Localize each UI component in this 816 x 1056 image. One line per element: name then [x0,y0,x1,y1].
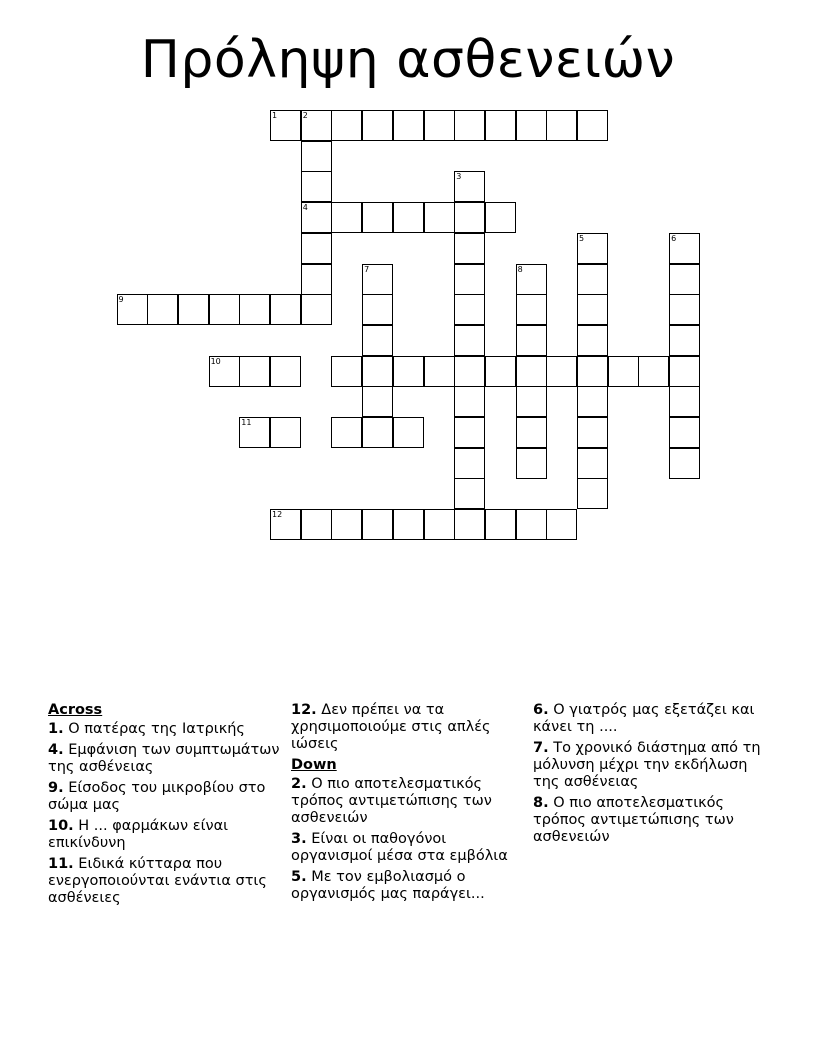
clue-text: Η ... φαρμάκων είναι επικίνδυνη [48,818,229,851]
clue-number: 2. [291,776,307,792]
grid-cell[interactable] [577,233,608,264]
grid-cell[interactable] [516,325,547,356]
clue-number-label: 8 [517,264,523,274]
across-heading: Across [48,702,103,718]
grid-cell[interactable] [454,264,485,295]
grid-cell[interactable] [669,356,700,387]
grid-cell[interactable] [147,294,178,325]
clue-text: Δεν πρέπει να τα χρησιμοποιούμε στις απλές ιώσεις [291,702,491,752]
clue-text: Με τον εμβολιασμό ο οργανισμός μας παράγει... [291,869,485,902]
grid-cell[interactable] [454,233,485,264]
grid-cell[interactable] [577,478,608,509]
grid-cell[interactable] [454,448,485,479]
grid-cell[interactable] [301,171,332,202]
clue-number: 1. [48,721,64,737]
clue-number: 3. [291,831,307,847]
clue-number: 7. [533,740,549,756]
clue-number-label: 11 [241,418,252,427]
grid-cell[interactable] [362,386,393,417]
clue-text: Ο πιο αποτελεσματικός τρόπος αντιμετώπισης των ασθενειών [533,795,734,845]
grid-cell[interactable] [362,294,393,325]
grid-cell[interactable] [209,294,240,325]
grid-cell[interactable] [362,325,393,356]
grid-cell[interactable] [362,417,393,448]
grid-cell[interactable] [546,110,577,141]
clues-column-2 [291,702,527,907]
grid-cell[interactable] [516,386,547,417]
grid-cell[interactable] [516,356,547,387]
grid-cell[interactable] [301,294,332,325]
grid-cell[interactable] [454,171,485,202]
clue-across-10 [48,818,284,852]
grid-cell[interactable] [331,202,362,233]
grid-cell[interactable] [516,509,547,540]
grid-cell[interactable] [454,110,485,141]
clue-down-6 [533,702,769,736]
grid-cell[interactable] [393,509,424,540]
grid-cell[interactable] [485,202,516,233]
grid-cell[interactable] [669,325,700,356]
grid-cell[interactable] [516,110,547,141]
clue-number: 4. [48,742,64,758]
grid-cell[interactable] [301,110,332,141]
grid-cell[interactable] [516,448,547,479]
grid-cell[interactable] [546,356,577,387]
grid-cell[interactable] [239,356,270,387]
clue-number: 11. [48,856,74,872]
clue-down-3 [291,831,527,865]
grid-cell[interactable] [669,264,700,295]
clue-across-12 [291,702,527,753]
clue-number-label: 3 [456,172,462,182]
clue-down-5 [291,869,527,903]
clue-text: Εμφάνιση των συμπτωμάτων της ασθένειας [48,742,280,775]
grid-cell[interactable] [577,448,608,479]
grid-cell[interactable] [577,325,608,356]
grid-cell[interactable] [454,294,485,325]
grid-cell[interactable] [301,509,332,540]
clue-text: Ο πατέρας της Ιατρικής [68,721,245,737]
grid-cell[interactable] [209,356,240,387]
grid-cell[interactable] [669,448,700,479]
grid-cell[interactable] [638,356,669,387]
grid-cell[interactable] [546,509,577,540]
grid-cell[interactable] [577,417,608,448]
grid-cell[interactable] [485,110,516,141]
clue-text: Ο πιο αποτελεσματικός τρόπος αντιμετώπισης των ασθενειών [291,776,492,826]
clue-across-11 [48,856,284,907]
grid-cell[interactable] [331,110,362,141]
clue-number-label: 7 [364,264,370,274]
grid-cell[interactable] [362,110,393,141]
grid-cell[interactable] [362,264,393,295]
grid-cell[interactable] [608,356,639,387]
grid-cell[interactable] [393,417,424,448]
clue-number: 5. [291,869,307,885]
clue-down-8 [533,795,769,846]
grid-cell[interactable] [485,356,516,387]
grid-cell[interactable] [577,110,608,141]
grid-cell[interactable] [117,294,148,325]
clue-number: 10. [48,818,74,834]
clue-number-label: 5 [579,233,585,243]
grid-cell[interactable] [424,356,455,387]
clue-number-label: 9 [118,295,124,305]
clues-column-1 [48,702,284,911]
grid-cell[interactable] [239,417,270,448]
grid-cell[interactable] [362,509,393,540]
clue-text: Το χρονικό διάστημα από τη μόλυνση μέχρι την εκδήλωση της ασθένειας [533,740,761,790]
grid-cell[interactable] [669,386,700,417]
clue-number-label: 12 [272,510,283,520]
clue-text: Ειδικά κύτταρα που ενεργοποιούνται ενάντια στις ασθένειες [48,856,267,906]
grid-cell[interactable] [331,509,362,540]
clue-down-7 [533,740,769,791]
grid-cell[interactable] [454,325,485,356]
clue-number: 9. [48,780,64,796]
clue-number-label: 6 [671,233,677,243]
grid-cell[interactable] [301,202,332,233]
grid-cell[interactable] [577,264,608,295]
clue-number: 12. [291,702,317,718]
grid-cell[interactable] [393,356,424,387]
grid-cell[interactable] [270,509,301,540]
grid-cell[interactable] [516,417,547,448]
grid-cell[interactable] [577,356,608,387]
clue-across-9 [48,780,284,814]
clue-number: 6. [533,702,549,718]
grid-cell[interactable] [454,386,485,417]
clue-across-1 [48,721,284,738]
clue-number-label: 10 [210,356,221,366]
clue-text: Είσοδος του μικροβίου στο σώμα μας [48,780,266,813]
grid-cell[interactable] [393,202,424,233]
grid-cell[interactable] [454,356,485,387]
grid-cell[interactable] [454,417,485,448]
grid-cell[interactable] [424,202,455,233]
grid-cell[interactable] [362,356,393,387]
grid-cell[interactable] [454,478,485,509]
grid-cell[interactable] [516,264,547,295]
grid-cell[interactable] [516,294,547,325]
grid-cell[interactable] [239,294,270,325]
grid-cell[interactable] [485,509,516,540]
grid-cell[interactable] [270,294,301,325]
grid-cell[interactable] [669,294,700,325]
grid-cell[interactable] [393,110,424,141]
grid-cell[interactable] [669,233,700,264]
grid-cell[interactable] [669,417,700,448]
grid-cell[interactable] [577,386,608,417]
grid-cell[interactable] [270,356,301,387]
grid-cell[interactable] [331,417,362,448]
clue-number-label: 2 [302,111,308,120]
grid-cell[interactable] [301,264,332,295]
grid-cell[interactable] [301,141,332,172]
grid-cell[interactable] [362,202,393,233]
grid-cell[interactable] [301,233,332,264]
clue-text: Είναι οι παθογόνοι οργανισμοί μέσα στα εμβόλια [291,831,508,864]
grid-cell[interactable] [178,294,209,325]
page-title: Πρόληψη ασθενειών [140,30,676,90]
down-heading: Down [291,757,337,773]
clues-column-3 [533,702,769,850]
grid-cell[interactable] [577,294,608,325]
clue-text: Ο γιατρός μας εξετάζει και κάνει τη .... [533,702,755,735]
grid-cell[interactable] [454,202,485,233]
clue-number-label: 4 [302,203,308,213]
clue-across-4 [48,742,284,776]
grid-cell[interactable] [424,509,455,540]
clue-down-2 [291,776,527,827]
grid-cell[interactable] [424,110,455,141]
grid-cell[interactable] [270,417,301,448]
grid-cell[interactable] [270,110,301,141]
grid-cell[interactable] [454,509,485,540]
clue-number: 8. [533,795,549,811]
grid-cell[interactable] [331,356,362,387]
clue-number-label: 1 [272,111,278,120]
